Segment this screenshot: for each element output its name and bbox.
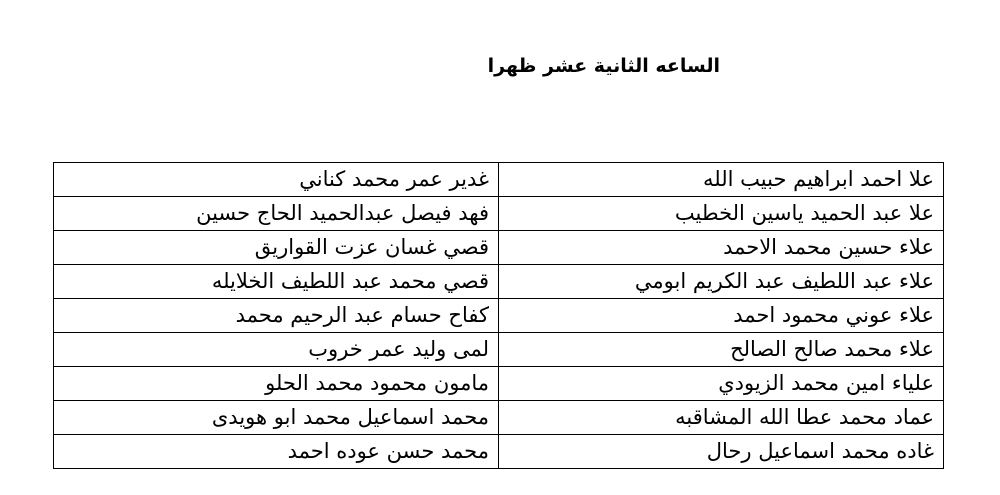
page-title: الساعه الثانية عشر ظهرا <box>487 55 720 77</box>
table-cell-left: مامون محمود محمد الحلو <box>54 367 499 401</box>
table-cell-left: قصي غسان عزت القواريق <box>54 231 499 265</box>
table-cell-right: علا احمد ابراهيم حبيب الله <box>499 163 944 197</box>
table-cell-right: عماد محمد عطا الله المشاقبه <box>499 401 944 435</box>
table-cell-right: علاء عبد اللطيف عبد الكريم ابومي <box>499 265 944 299</box>
table-cell-left: محمد حسن عوده احمد <box>54 435 499 469</box>
table-cell-right: علا عبد الحميد ياسين الخطيب <box>499 197 944 231</box>
table-row <box>54 265 944 299</box>
table-cell-left: كفاح حسام عبد الرحيم محمد <box>54 299 499 333</box>
table-row <box>54 367 944 401</box>
names-table <box>53 162 944 469</box>
table-row <box>54 163 944 197</box>
table-row <box>54 299 944 333</box>
table-cell-right: غاده محمد اسماعيل رحال <box>499 435 944 469</box>
table-row <box>54 231 944 265</box>
table-cell-left: غدير عمر محمد كناني <box>54 163 499 197</box>
table-row <box>54 435 944 469</box>
table-row <box>54 333 944 367</box>
table-cell-right: علياء امين محمد الزيودي <box>499 367 944 401</box>
table-row <box>54 197 944 231</box>
table-cell-left: محمد اسماعيل محمد ابو هويدى <box>54 401 499 435</box>
table-cell-right: علاء حسين محمد الاحمد <box>499 231 944 265</box>
table-cell-right: علاء عوني محمود احمد <box>499 299 944 333</box>
table-cell-left: قصي محمد عبد اللطيف الخلايله <box>54 265 499 299</box>
table-cell-left: فهد فيصل عبدالحميد الحاج حسين <box>54 197 499 231</box>
names-table-body <box>54 163 944 469</box>
table-cell-left: لمى وليد عمر خروب <box>54 333 499 367</box>
table-cell-right: علاء محمد صالح الصالح <box>499 333 944 367</box>
table-row <box>54 401 944 435</box>
